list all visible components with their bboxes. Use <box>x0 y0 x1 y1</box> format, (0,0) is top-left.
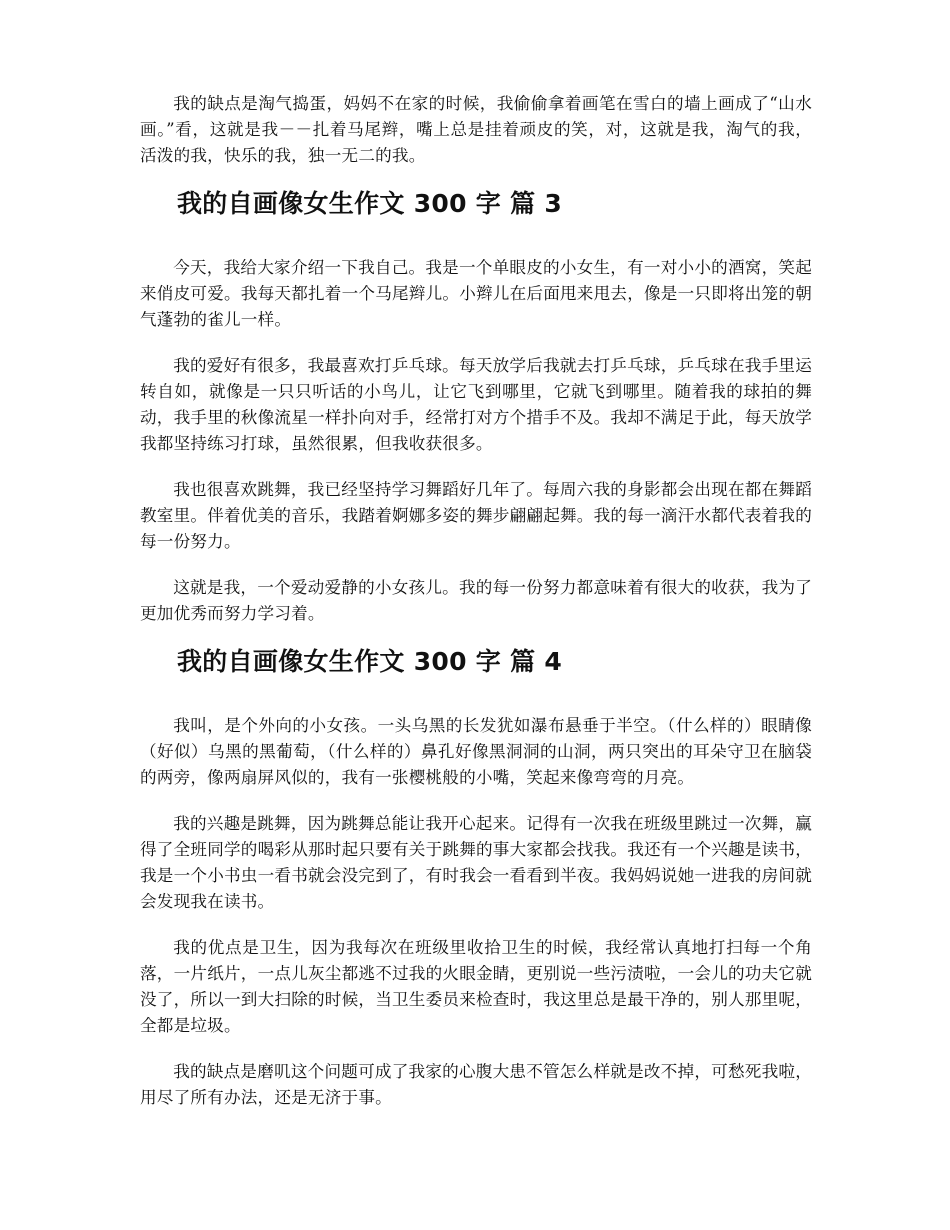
paragraph: 我的缺点是磨叽这个问题可成了我家的心腹大患不管怎么样就是改不掉，可愁死我啦，用尽了所有办法，还是无济于事。 <box>140 1062 812 1107</box>
document-page <box>140 91 812 1131</box>
paragraph: 这就是我，一个爱动爱静的小女孩儿。我的每一份努力都意味着有很大的收获，我为了更加优秀而努力学习着。 <box>140 578 812 623</box>
essay-section-4 <box>140 647 812 1111</box>
paragraph: 我的优点是卫生，因为我每次在班级里收拾卫生的时候，我经常认真地打扫每一个角落，一片纸片，一点儿灰尘都逃不过我的火眼金睛，更别说一些污渍啦，一会儿的功夫它就没了，所以一到大扫除的时候，当卫生委员来检查时，我这里总是最干净的，别人那里呢，全都是垃圾。 <box>140 938 812 1035</box>
paragraph: 我的缺点是淘气捣蛋，妈妈不在家的时候，我偷偷拿着画笔在雪白的墙上画成了“山水画。”看，这就是我－－扎着马尾辫，嘴上总是挂着顽皮的笑，对，这就是我，淘气的我，活泼的我，快乐的我，独一无二的我。 <box>140 94 812 165</box>
paragraph: 今天，我给大家介绍一下我自己。我是一个单眼皮的小女生，有一对小小的酒窝，笑起来俏皮可爱。我每天都扎着一个马尾辫儿。小辫儿在后面甩来甩去，像是一只即将出笼的朝气蓬勃的雀儿一样。 <box>140 258 812 329</box>
section-heading: 我的自画像女生作文 300 字 篇 4 <box>177 647 563 676</box>
heading-spacer <box>140 219 812 255</box>
section-heading: 我的自画像女生作文 300 字 篇 3 <box>177 189 563 218</box>
essay-section-3 <box>140 189 812 627</box>
paragraph: 我的爱好有很多，我最喜欢打乒乓球。每天放学后我就去打乒乓球，乒乓球在我手里运转自如，就像是一只只听话的小鸟儿，让它飞到哪里，它就飞到哪里。随着我的球拍的舞动，我手里的秋像流星一样扑向对手，经常打对方个措手不及。我却不满足于此，每天放学我都坚持练习打球，虽然很累，但我收获很多。 <box>140 356 812 453</box>
paragraph: 我也很喜欢跳舞，我已经坚持学习舞蹈好几年了。每周六我的身影都会出现在都在舞蹈教室里。伴着优美的音乐，我踏着婀娜多姿的舞步翩翩起舞。我的每一滴汗水都代表着我的每一份努力。 <box>140 480 812 551</box>
paragraph: 我的兴趣是跳舞，因为跳舞总能让我开心起来。记得有一次我在班级里跳过一次舞，赢得了全班同学的喝彩从那时起只要有关于跳舞的事大家都会找我。我还有一个兴趣是读书，我是一个小书虫一看书就会没完到了，有时我会一看看到半夜。我妈妈说她一进我的房间就会发现我在读书。 <box>140 814 812 911</box>
paragraph: 我叫，是个外向的小女孩。一头乌黑的长发犹如瀑布悬垂于半空。（什么样的）眼睛像（好似）乌黑的黑葡萄，（什么样的）鼻孔好像黑洞洞的山洞，两只突出的耳朵守卫在脑袋的两旁，像两扇屏风似的，我有一张樱桃般的小嘴，笑起来像弯弯的月亮。 <box>140 716 812 787</box>
heading-spacer <box>140 677 812 713</box>
